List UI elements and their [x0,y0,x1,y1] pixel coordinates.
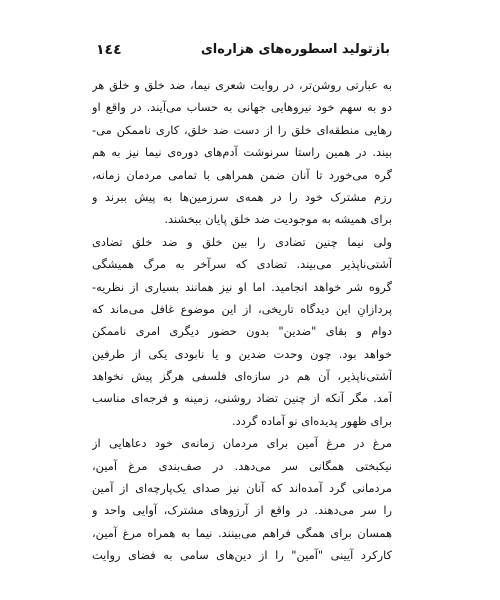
text-line: خواهد بود. چون وحدت ضدین و یا نابودی یکی از طرفین [92,346,392,361]
text-line: پردازانِ این دیدگاه تاریخی، از این موضوع غافل می‌ماند که [92,301,392,316]
text-line: مردمانی گرد آمده‌اند که آنان نیز صدای یک‌پارچه‌ای از آمین [92,481,392,496]
text-line: بیند. در همین راستا سرنوشت آدم‌های دوره‌ی نیما نیز به هم [92,145,392,160]
text-line: آشتی‌ناپذیر، آن هم در سازه‌ای فلسفی هرگز پیش نخواهد [92,369,392,384]
text-line: رزم مشترک خود را در همه‌ی سرزمین‌ها به پیش ببرند و [92,189,392,204]
text-line: نیکبختی همگانی سر می‌دهد. در صف‌بندی مرغ آمین، [92,458,392,473]
running-title: بازتولید اسطوره‌های هزاره‌ای [200,42,390,57]
text-line: گره می‌خورد تا آنان ضمن همراهی با تمامی مردمان زمانه، [92,167,392,182]
text-line: را سر می‌دهند. در واقع از آرزوهای مشترک، آوایی واحد و [92,503,392,518]
text-line: برای همیشه به موجودیت ضد خلق پایان ببخشند. [164,212,392,227]
text-line: گروه شر خواهد انجامید. اما او نیز همانند بسیاری از نظریه- [92,279,392,294]
text-line: همسان برای همگی فراهم می‌بینند. نیما به همراه مرغ آمین، [92,525,392,540]
text-line: به عبارتی روشن‌تر، در روایت شعری نیما، ضد خلق و خلق هر [92,78,392,92]
text-line: رهایی منطقه‌ای خلق را از دست ضد خلق، کاری ناممکن می- [92,122,392,137]
text-line: کارکرد آیینی "آمین" را از دین‌های سامی به فضای روایت [92,548,392,563]
text-line: آمد. مگر آنکه از چنین تضاد روشنی، زمینه و فرجه‌ای مناسب [92,391,392,406]
text-line: دوام و بقای "ضدین" بدون حضور دیگری امری ناممکن [92,324,392,339]
text-line: برای ظهور پدیده‌ای نو آماده گردد. [232,413,392,428]
body-text [92,74,392,567]
text-line: مرغ در مرغ آمین برای مردمان زمانه‌ی خود دعاهایی از [92,436,392,451]
text-line: آشتی‌ناپذیر می‌بیند. تضادی که سرآخر به مرگ همیشگی [92,257,392,272]
text-line: دو به سهم خود نیروهایی جهانی به حساب می‌آیند. در واقع او [92,100,392,115]
page-number: ١٤٤ [96,42,122,58]
text-line: ولی نیما چنین تضادی را بین خلق و ضد خلق تضادی [92,234,392,249]
